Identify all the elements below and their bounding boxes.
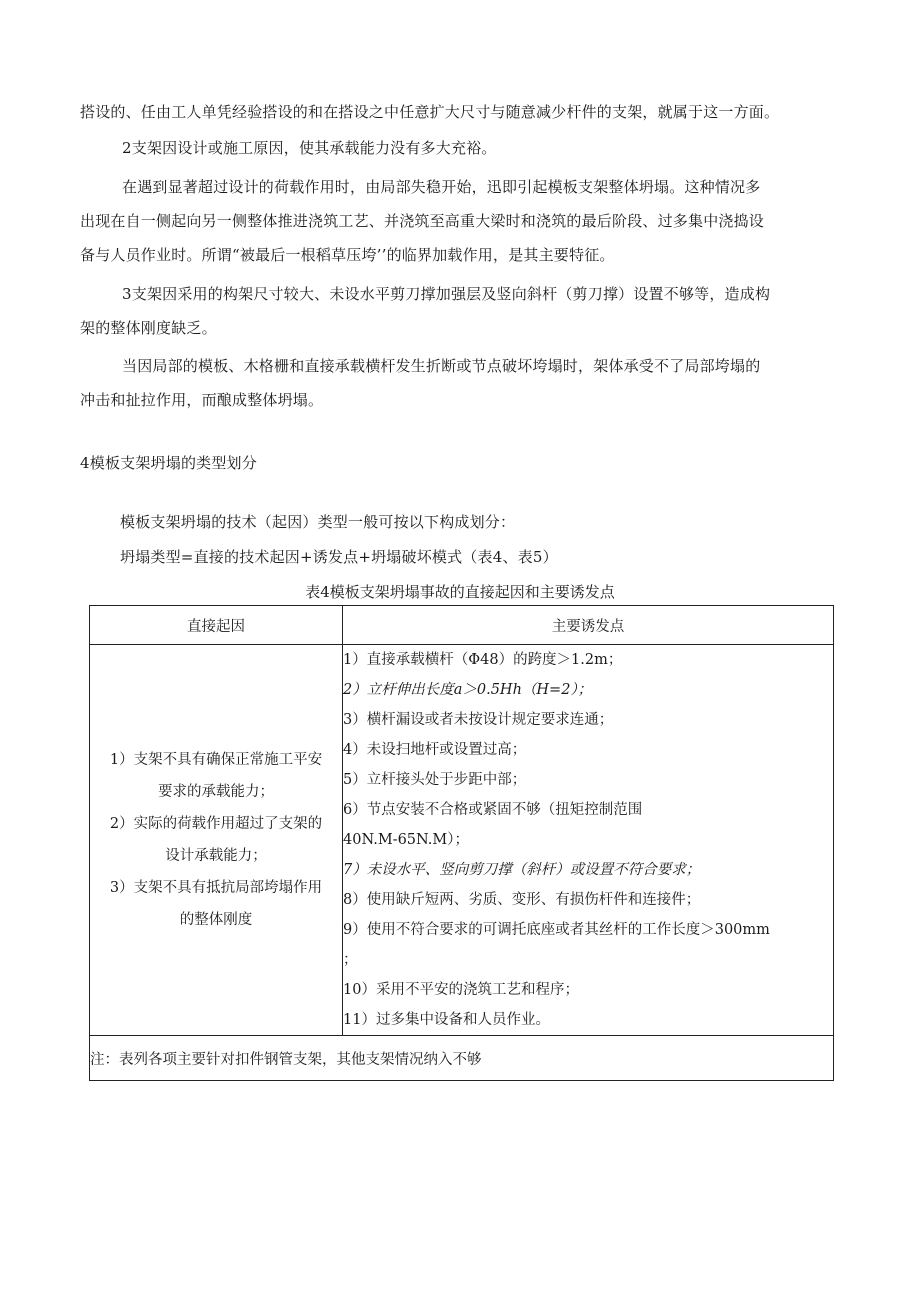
table-note-row	[90, 1036, 834, 1081]
paragraph-1	[80, 95, 850, 129]
header-trigger: 主要诱发点	[343, 606, 834, 645]
paragraph-1-line: 搭设的、任由工人单凭经验搭设的和在搭设之中任意扩大尺寸与随意减少杆件的支架，就属于这一方面。	[80, 103, 780, 121]
paragraph-2-line: 2支架因设计或施工原因，使其承载能力没有多大充裕。	[122, 139, 497, 157]
trigger-item: ；	[343, 952, 358, 968]
section-intro	[120, 505, 890, 539]
table-header-row	[90, 606, 834, 645]
paragraph-4-line-1: 3支架因采用的构架尺寸较大、未设水平剪刀撑加强层及竖向斜杆（剪刀撑）设置不够等，造成构	[122, 285, 771, 303]
cause-cell	[90, 645, 343, 1036]
trigger-item: 40N.M-65N.M）；	[343, 832, 469, 848]
trigger-item: 10）采用不平安的浇筑工艺和程序；	[343, 982, 579, 998]
paragraph-3-line-3: 备与人员作业时。所谓“被最后一根稻草压垮’’的临界加载作用，是其主要特征。	[80, 246, 615, 264]
paragraph-5	[80, 349, 850, 417]
paragraph-4-line-2: 架的整体刚度缺乏。	[80, 319, 217, 337]
paragraph-4	[80, 277, 850, 345]
paragraph-3-line-1: 在遇到显著超过设计的荷载作用时，由局部失稳开始，迅即引起模板支架整体坍塌。这种情况多	[122, 178, 761, 196]
section-heading-text: 4模板支架坍塌的类型划分	[80, 454, 257, 472]
causes-triggers-table	[89, 605, 834, 1081]
header-cause: 直接起因	[90, 606, 343, 645]
trigger-item: 6）节点安装不合格或紧固不够（扭矩控制范围	[343, 802, 643, 818]
paragraph-3-line-2: 出现在自一侧起向另一侧整体推进浇筑工艺、并浇筑至高重大梁时和浇筑的最后阶段、过多集中浇捣设	[80, 212, 765, 230]
table-note: 注：表列各项主要针对扣件钢管支架，其他支架情况纳入不够	[90, 1036, 834, 1081]
trigger-item: 3）横杆漏设或者未按设计规定要求连通；	[343, 712, 614, 728]
section-intro-text: 模板支架坍塌的技术（起因）类型一般可按以下构成划分：	[120, 513, 516, 531]
trigger-item: 2）立杆伸出长度a＞0.5Hh（H=2）；	[343, 682, 593, 698]
trigger-item: 8）使用缺斤短两、劣质、变形、有损伤杆件和连接件；	[343, 892, 701, 908]
cause-line: 2）实际的荷载作用超过了支架的	[109, 816, 323, 832]
section-heading	[80, 446, 850, 480]
cause-line: 1）支架不具有确保正常施工平安	[109, 752, 323, 768]
paragraph-3	[80, 170, 850, 272]
trigger-item: 4）未设扫地杆或设置过高；	[343, 742, 527, 758]
paragraph-2	[80, 131, 850, 165]
cause-line: 设计承载能力；	[165, 848, 267, 864]
trigger-item: 5）立杆接头处于步距中部；	[343, 772, 527, 788]
trigger-cell	[343, 645, 834, 1036]
cause-line: 要求的承载能力；	[158, 784, 274, 800]
paragraph-5-line-2: 冲击和扯拉作用，而酿成整体坍塌。	[80, 391, 324, 409]
trigger-item: 9）使用不符合要求的可调托底座或者其丝杆的工作长度＞300mm	[343, 922, 770, 938]
section-formula	[120, 540, 890, 574]
cause-line: 的整体刚度	[179, 912, 253, 928]
cause-line: 3）支架不具有抵抗局部垮塌作用	[109, 880, 323, 896]
section-formula-text: 坍塌类型=直接的技术起因+诱发点+坍塌破坏模式（表4、表5）	[120, 548, 558, 566]
trigger-item: 11）过多集中设备和人员作业。	[343, 1012, 550, 1028]
trigger-item: 7）未设水平、竖向剪刀撑（斜杆）或设置不符合要求；	[343, 862, 701, 878]
paragraph-5-line-1: 当因局部的模板、木格栅和直接承载横杆发生折断或节点破坏垮塌时，架体承受不了局部垮塌的	[122, 357, 761, 375]
trigger-item: 1）直接承载横杆（Φ48）的跨度＞1.2m；	[343, 652, 623, 668]
table-body-row	[90, 645, 834, 1036]
table-caption: 表4模板支架坍塌事故的直接起因和主要诱发点	[305, 583, 615, 601]
